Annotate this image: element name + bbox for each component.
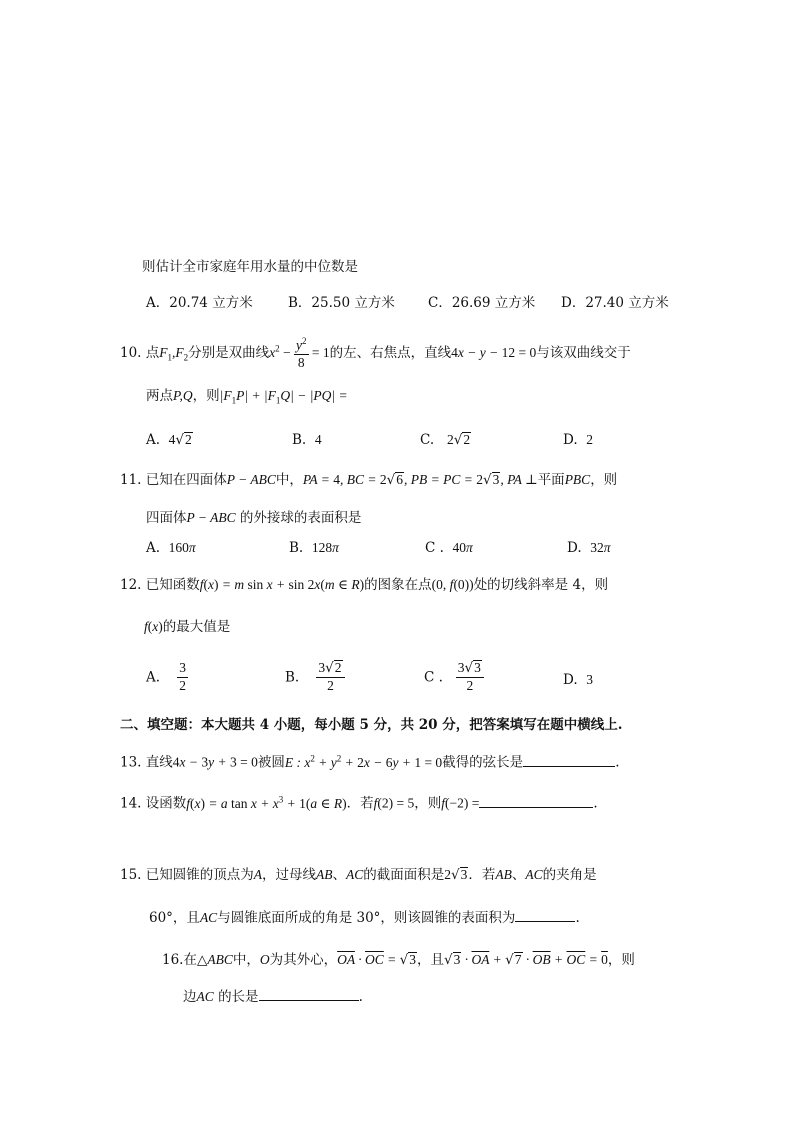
q15-ac-2: AC [525, 867, 543, 882]
q10-option-c: C. 2√2 [420, 432, 471, 448]
q12-number: 12. [120, 577, 142, 593]
q15-text-d: 的截面面积是 [363, 867, 445, 883]
q10-line2-mid: ，则 [192, 388, 220, 404]
q16-dot-product: $\overline{OA} \cdot \overline{OC} = √3$ [337, 952, 417, 968]
q15-answer-blank[interactable] [515, 909, 575, 922]
q16-line2: 边AC 的长是 . [183, 989, 363, 1005]
q10-text-pre: 点 [145, 345, 160, 362]
q13-line: 13. 直线4x − 3y + 3 = 0被圆E : $x^2 + y^2 + 2x - 6y + 1 = 0$截得的弦长是 . [120, 753, 620, 771]
q15-vertex: A [253, 867, 263, 882]
q15-text-c: 、 [332, 867, 347, 883]
q12-line1 [120, 577, 608, 594]
q10-points: P,Q [173, 388, 193, 403]
q15-number: 15. [120, 867, 142, 883]
q16-text-e: ，则 [607, 952, 635, 968]
q10-hyperbola-eq: $x^2$ − $\frac{y^2}{8}$ = 1 [269, 336, 330, 371]
q13-text-end: 截得的弦长是 [442, 754, 524, 771]
q11-tetra: P − ABC [226, 472, 276, 487]
q11-text-end: ，则 [590, 472, 618, 488]
q16-answer-blank[interactable] [259, 988, 359, 1001]
q14-given: f(2) = 5 [373, 795, 415, 811]
q14-number: 14. [120, 795, 142, 812]
q9-option-d: D．27.40 立方米 [561, 295, 669, 311]
q14-text-pre: 设函数 [145, 795, 187, 812]
q14-text-mid: ．若 [346, 795, 374, 812]
q9-stem: 则估计全市家庭年用水量的中位数是 [142, 259, 358, 275]
q15-text-e: ．若 [468, 867, 496, 883]
q16-line2-b: 的长是 [218, 989, 259, 1005]
q10-line1 [120, 336, 631, 372]
q16-text-d: ，且 [417, 952, 445, 968]
q12-option-b: B. $\frac{3√2}{2}$ [285, 660, 345, 695]
q16-text-c: 为其外心， [269, 952, 338, 968]
q14-function: f(x) = a $\tan x + x^3 + 1(a$ ∈ R) [186, 794, 347, 811]
q12-text-mid: 的图象在点 [364, 577, 432, 593]
q15-text-a: 已知圆锥的顶点为 [145, 867, 254, 883]
q10-option-b: B. 4 [292, 432, 322, 448]
q10-option-d: D. 2 [563, 432, 593, 448]
q15-text-b: ，过母线 [262, 867, 317, 883]
q11-line1 [120, 472, 617, 489]
q12-option-d: D. 3 [563, 672, 593, 688]
q11-line2-end: 的外接球的表面积是 [239, 510, 362, 526]
q9-option-b: B．25.50 立方米 [288, 295, 395, 311]
q11-text-pre: 已知在四面体 [145, 472, 227, 488]
q12-line2 [144, 619, 230, 636]
q9-option-a: A．20.74 立方米 [146, 295, 253, 311]
q10-text-mid3: 与该双曲线交于 [536, 345, 631, 362]
q12-function: f(x) = m sin x + sin 2x(m ∈ R) [199, 577, 365, 592]
q15-line2-b: 与圆锥底面所成的角是 30°，则该圆锥的表面积为 [217, 910, 516, 926]
q16-ac: AC [196, 989, 214, 1004]
section-2-title: 二、填空题：本大题共 4 小题，每小题 5 分，共 20 分，把答案填写在题中横线上. [120, 717, 623, 733]
q11-text-perp: 平面 [537, 472, 565, 488]
q15-ab-2: AB [495, 867, 512, 882]
q15-ab: AB [316, 867, 333, 882]
q10-option-a: A. 4√2 [146, 432, 192, 448]
q15-line2-a: 60°，且 [149, 910, 200, 926]
q11-number: 11. [120, 472, 142, 488]
q10-expression: $|F_1P| + |F_1Q| - |PQ|$ = [219, 388, 348, 406]
q13-text-pre: 直线 [145, 754, 173, 771]
q12-line2-end: 的最大值是 [162, 619, 231, 635]
q12-text-pre: 已知函数 [145, 577, 200, 593]
q11-option-a: A. 160π [146, 540, 196, 556]
q10-line-eq: 4x − y − 12 = 0 [451, 345, 537, 361]
q11-text-mid: 中， [275, 472, 303, 488]
q11-tetra-2: P − ABC [186, 510, 236, 525]
q15-area: 2√3 [444, 867, 468, 883]
q10-line2 [146, 388, 348, 407]
q16-triangle: △ABC [196, 952, 233, 967]
q10-line2-pre: 两点 [146, 388, 173, 404]
q16-line2-a: 边 [183, 989, 197, 1005]
q11-line2 [146, 510, 361, 527]
q14-target: f(−2) = [441, 795, 480, 811]
q14-answer-blank[interactable] [479, 795, 593, 808]
q15-ac: AC [346, 867, 364, 882]
q12-option-a: A. $\frac{3}{2}$ [146, 660, 186, 693]
q14-text-mid2: ，则 [414, 795, 442, 812]
q16-center: O [259, 952, 270, 967]
q10-text-mid1: 分别是双曲线 [188, 345, 270, 362]
q13-number: 13. [120, 754, 142, 771]
q12-text-end: 处的切线斜率是 4，则 [473, 577, 609, 593]
q16-text-a: 在 [183, 952, 197, 968]
q9-option-c: C．26.69 立方米 [428, 295, 536, 311]
q11-line2-pre: 四面体 [146, 510, 187, 526]
q16-text-b: 中， [232, 952, 260, 968]
q12-option-c: C . $\frac{3√3}{2}$ [424, 660, 484, 695]
q15-line1 [120, 867, 597, 884]
q15-ac-3: AC [199, 910, 218, 925]
q11-option-c: C . 40π [425, 540, 473, 556]
q16-line1 [162, 952, 635, 969]
q13-circle-eq: E : $x^2 + y^2 + 2x - 6y + 1 = 0$ [284, 753, 443, 770]
q13-answer-blank[interactable] [523, 754, 615, 767]
q16-number: 16. [162, 952, 184, 968]
q11-conditions: PA = 4, BC = 2√6, PB = PC = 2√3, PA ⊥ [302, 472, 538, 488]
q11-option-b: B. 128π [289, 540, 339, 556]
q10-number: 10. [120, 345, 142, 362]
q13-line-eq: 4x − 3y + 3 = 0 [172, 754, 258, 770]
q10-foci: $F_1,F_2$ [159, 345, 189, 363]
q14-line: 14. 设函数f(x) = a $\tan x + x^3 + 1(a$ ∈ R)．若f(2) = 5，则f(−2) = . [120, 794, 598, 812]
q15-text-g: 的夹角是 [542, 867, 597, 883]
q15-line2: 60°，且AC与圆锥底面所成的角是 30°，则该圆锥的表面积为 . [149, 910, 580, 926]
q12-fx: f(x) [144, 619, 163, 634]
q15-text-f: 、 [511, 867, 526, 883]
q11-plane: PBC [564, 472, 591, 487]
q12-point: (0, f(0)) [431, 577, 474, 592]
q11-option-d: D. 32π [567, 540, 611, 556]
q16-vector-eq: $√3 \cdot \overline{OA} + √7 \cdot \overline{OB} + \overline{OC} = 0$ [444, 952, 608, 968]
q10-text-mid2: 的左、右焦点，直线 [329, 345, 452, 362]
q13-text-mid: 被圆 [257, 754, 285, 771]
